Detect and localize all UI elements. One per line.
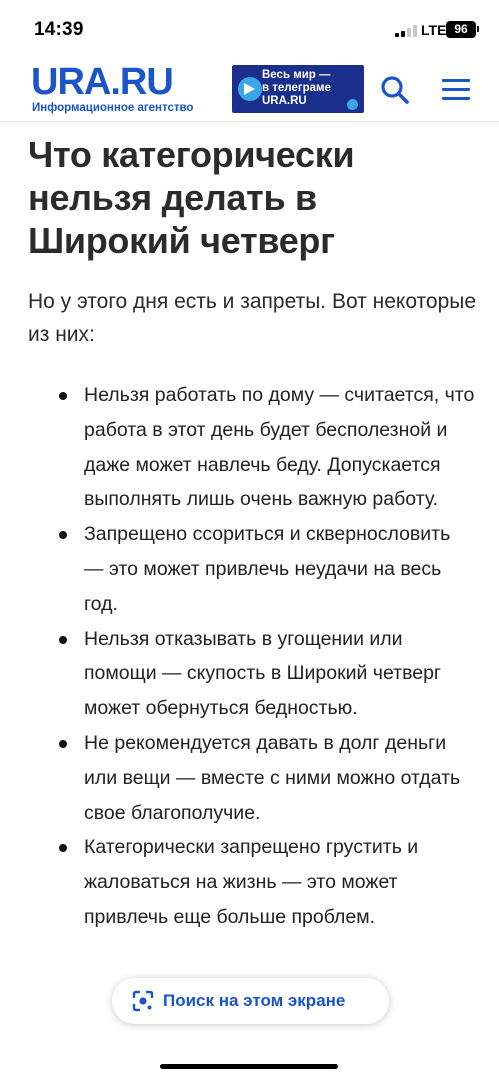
network-type: LTE	[421, 22, 447, 38]
list-item: Нельзя работать по дому — считается, что работа в этот день будет бесполезной и даже может навлечь беду. Допускается выполнять лишь очень важную работу.	[0, 378, 499, 517]
menu-button[interactable]	[440, 78, 472, 102]
site-header	[0, 58, 499, 122]
status-bar	[0, 0, 499, 58]
article-lead: Но у этого дня есть и запреты. Вот некоторые из них:	[28, 290, 477, 346]
site-logo[interactable]: URA.RU	[31, 61, 173, 103]
telegram-icon	[238, 77, 262, 101]
hamburger-menu-icon	[442, 97, 470, 100]
search-button[interactable]	[379, 74, 411, 106]
lens-search-icon	[132, 990, 154, 1012]
article-title: Что категорически нельзя делать в Широкий четверг	[28, 134, 355, 261]
hamburger-menu-icon	[442, 79, 470, 82]
lens-search-button[interactable]	[112, 978, 389, 1024]
promo-line-2: в телеграме	[262, 82, 331, 94]
search-icon	[379, 74, 411, 106]
status-time: 14:39	[34, 19, 84, 40]
hamburger-menu-icon	[442, 88, 470, 91]
battery-icon: 96	[446, 21, 476, 38]
signal-strength-icon	[395, 25, 417, 37]
prohibitions-list	[0, 378, 499, 935]
list-item: Категорически запрещено грустить и жаловаться на жизнь — это может привлечь еще больше проблем.	[0, 830, 499, 934]
lens-search-label: Поиск на этом экране	[163, 991, 346, 1010]
list-item: Не рекомендуется давать в долг деньги или вещи — вместе с ними можно отдать свое благополучие.	[0, 726, 499, 830]
logo-subtitle: Информационное агентство	[32, 102, 194, 114]
list-item: Запрещено ссориться и сквернословить — это может привлечь неудачи на весь год.	[0, 517, 499, 621]
home-indicator[interactable]	[160, 1064, 338, 1069]
promo-line-3: URA.RU	[262, 95, 307, 107]
battery-tip	[477, 26, 479, 32]
telegram-promo-banner[interactable]	[232, 65, 364, 113]
promo-line-1: Весь мир —	[262, 69, 331, 81]
promo-badge-icon	[347, 99, 358, 110]
list-item: Нельзя отказывать в угощении или помощи — скупость в Широкий четверг может обернуться бедностью.	[0, 622, 499, 726]
